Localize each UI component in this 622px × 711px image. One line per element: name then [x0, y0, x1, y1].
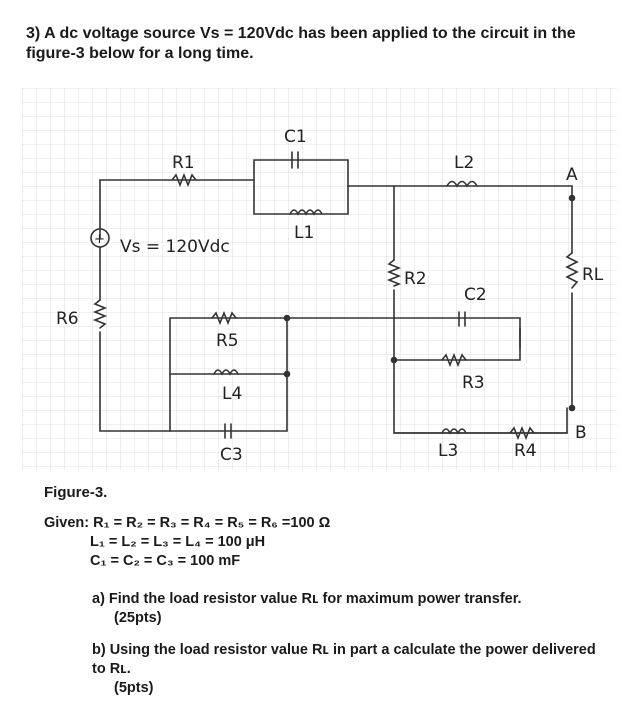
label-source-sign: +	[94, 232, 105, 247]
part-a-points: (25pts)	[114, 610, 162, 626]
figure-caption: Figure-3.	[44, 484, 108, 501]
question-text: 3) A dc voltage source Vs = 120Vdc has been applied to the circuit in the figure-3 below for a long time.	[26, 25, 576, 62]
given-values	[44, 514, 330, 571]
label-b: B	[575, 423, 587, 443]
circuit-figure	[22, 88, 617, 470]
given-capacitors: C₁ = C₂ = C₃ = 100 mF	[90, 553, 241, 569]
given-resistors: Given: R₁ = R₂ = R₃ = R₄ = R₅ = R₆ =100 Ω	[44, 515, 331, 531]
label-l1: L1	[294, 223, 315, 243]
node-b	[570, 406, 575, 411]
label-c1: C1	[284, 127, 307, 147]
label-a: A	[566, 165, 578, 185]
part-b-text: b) Using the load resistor value Rʟ in part a calculate the power delivered to Rʟ.	[92, 642, 596, 677]
node-l4	[285, 372, 290, 377]
label-r5: R5	[216, 331, 239, 351]
label-l3: L3	[438, 441, 459, 461]
question-parts	[92, 590, 602, 711]
node-c2	[392, 358, 397, 363]
label-r6: R6	[56, 309, 79, 329]
part-b	[92, 641, 602, 698]
part-a-text: a) Find the load resistor value Rʟ for maximum power transfer.	[92, 591, 522, 607]
label-r1: R1	[172, 153, 195, 173]
part-b-points: (5pts)	[114, 680, 154, 696]
label-r4: R4	[514, 441, 537, 461]
label-r2: R2	[404, 269, 427, 289]
label-r3: R3	[462, 373, 485, 393]
label-c2: C2	[464, 285, 487, 305]
label-c3: C3	[220, 445, 243, 465]
node-mid	[285, 316, 290, 321]
graph-paper-grid	[22, 88, 617, 470]
label-rl: RL	[582, 265, 604, 285]
part-a	[92, 590, 602, 628]
label-l2: L2	[454, 153, 475, 173]
given-inductors: L₁ = L₂ = L₃ = L₄ = 100 μH	[90, 534, 266, 550]
label-vs: Vs = 120Vdc	[120, 237, 230, 257]
label-l4: L4	[222, 384, 243, 404]
